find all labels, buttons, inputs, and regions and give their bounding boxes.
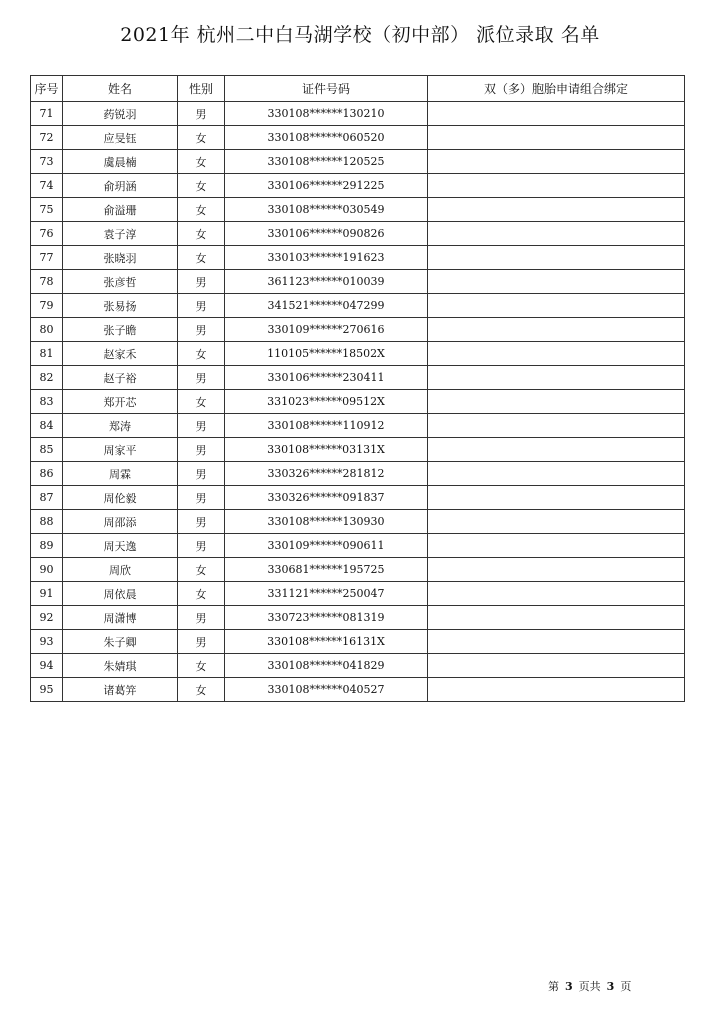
cell-twin-binding — [428, 318, 685, 342]
cell-gender: 男 — [178, 438, 225, 462]
cell-twin-binding — [428, 366, 685, 390]
cell-id-number: 330108******130930 — [225, 510, 428, 534]
cell-index: 73 — [31, 150, 63, 174]
table-row — [31, 582, 685, 606]
cell-name: 诸葛笄 — [63, 678, 178, 702]
cell-id-number: 330681******195725 — [225, 558, 428, 582]
table-row — [31, 246, 685, 270]
cell-index: 92 — [31, 606, 63, 630]
cell-gender: 女 — [178, 342, 225, 366]
cell-name: 张易扬 — [63, 294, 178, 318]
cell-name: 周潇博 — [63, 606, 178, 630]
table-row — [31, 270, 685, 294]
header-name: 姓名 — [63, 76, 178, 102]
cell-id-number: 330103******191623 — [225, 246, 428, 270]
cell-id-number: 331023******09512X — [225, 390, 428, 414]
cell-gender: 女 — [178, 390, 225, 414]
cell-twin-binding — [428, 486, 685, 510]
cell-name: 周邵添 — [63, 510, 178, 534]
table-row — [31, 342, 685, 366]
cell-id-number: 330723******081319 — [225, 606, 428, 630]
cell-id-number: 330109******270616 — [225, 318, 428, 342]
cell-gender: 女 — [178, 246, 225, 270]
cell-twin-binding — [428, 510, 685, 534]
footer-page-number: 3 — [565, 980, 573, 993]
cell-twin-binding — [428, 222, 685, 246]
table-row — [31, 414, 685, 438]
table-row — [31, 174, 685, 198]
cell-index: 87 — [31, 486, 63, 510]
cell-gender: 女 — [178, 174, 225, 198]
cell-twin-binding — [428, 534, 685, 558]
cell-index: 76 — [31, 222, 63, 246]
table-row — [31, 678, 685, 702]
cell-twin-binding — [428, 102, 685, 126]
cell-index: 82 — [31, 366, 63, 390]
header-twin-binding: 双（多）胞胎申请组合绑定 — [428, 76, 685, 102]
page-footer — [548, 978, 631, 994]
cell-index: 95 — [31, 678, 63, 702]
cell-id-number: 330108******030549 — [225, 198, 428, 222]
cell-id-number: 110105******18502X — [225, 342, 428, 366]
cell-twin-binding — [428, 582, 685, 606]
cell-name: 朱婧琪 — [63, 654, 178, 678]
cell-twin-binding — [428, 678, 685, 702]
cell-name: 袁子淳 — [63, 222, 178, 246]
footer-suffix: 页 — [620, 980, 632, 993]
cell-name: 周霖 — [63, 462, 178, 486]
cell-gender: 男 — [178, 510, 225, 534]
cell-twin-binding — [428, 606, 685, 630]
cell-gender: 男 — [178, 294, 225, 318]
cell-gender: 男 — [178, 606, 225, 630]
cell-name: 赵子裕 — [63, 366, 178, 390]
table-row — [31, 630, 685, 654]
cell-gender: 男 — [178, 318, 225, 342]
footer-prefix: 第 — [548, 980, 559, 993]
cell-id-number: 341521******047299 — [225, 294, 428, 318]
cell-name: 朱子卿 — [63, 630, 178, 654]
cell-gender: 女 — [178, 582, 225, 606]
cell-gender: 女 — [178, 198, 225, 222]
cell-gender: 男 — [178, 462, 225, 486]
cell-twin-binding — [428, 126, 685, 150]
cell-gender: 女 — [178, 126, 225, 150]
cell-name: 应旻钰 — [63, 126, 178, 150]
table-row — [31, 558, 685, 582]
cell-twin-binding — [428, 270, 685, 294]
cell-twin-binding — [428, 150, 685, 174]
cell-name: 赵家禾 — [63, 342, 178, 366]
table-row — [31, 150, 685, 174]
table-row — [31, 606, 685, 630]
header-gender: 性别 — [178, 76, 225, 102]
footer-middle: 页共 — [578, 980, 601, 993]
table-row — [31, 654, 685, 678]
admission-table — [30, 75, 685, 702]
cell-id-number: 330106******230411 — [225, 366, 428, 390]
cell-index: 90 — [31, 558, 63, 582]
cell-twin-binding — [428, 342, 685, 366]
table-row — [31, 366, 685, 390]
cell-id-number: 361123******010039 — [225, 270, 428, 294]
cell-id-number: 330108******120525 — [225, 150, 428, 174]
cell-name: 周天逸 — [63, 534, 178, 558]
cell-name: 周依晨 — [63, 582, 178, 606]
table-row — [31, 198, 685, 222]
cell-index: 79 — [31, 294, 63, 318]
cell-gender: 男 — [178, 534, 225, 558]
cell-name: 张彦哲 — [63, 270, 178, 294]
cell-id-number: 330108******041829 — [225, 654, 428, 678]
cell-name: 周欣 — [63, 558, 178, 582]
table-row — [31, 126, 685, 150]
cell-name: 虞晨楠 — [63, 150, 178, 174]
cell-name: 郑涛 — [63, 414, 178, 438]
cell-id-number: 330326******281812 — [225, 462, 428, 486]
cell-name: 张子瞻 — [63, 318, 178, 342]
table-header-row — [31, 76, 685, 102]
cell-id-number: 330108******060520 — [225, 126, 428, 150]
table-row — [31, 318, 685, 342]
table-row — [31, 486, 685, 510]
cell-index: 94 — [31, 654, 63, 678]
cell-id-number: 330108******040527 — [225, 678, 428, 702]
cell-index: 81 — [31, 342, 63, 366]
cell-id-number: 330106******090826 — [225, 222, 428, 246]
cell-gender: 女 — [178, 678, 225, 702]
cell-twin-binding — [428, 558, 685, 582]
cell-twin-binding — [428, 246, 685, 270]
table-row — [31, 534, 685, 558]
cell-id-number: 330108******16131X — [225, 630, 428, 654]
cell-gender: 女 — [178, 222, 225, 246]
cell-gender: 女 — [178, 150, 225, 174]
table-body — [31, 102, 685, 702]
table-row — [31, 462, 685, 486]
cell-twin-binding — [428, 198, 685, 222]
cell-id-number: 330109******090611 — [225, 534, 428, 558]
cell-twin-binding — [428, 294, 685, 318]
cell-twin-binding — [428, 414, 685, 438]
cell-id-number: 330108******110912 — [225, 414, 428, 438]
cell-id-number: 330326******091837 — [225, 486, 428, 510]
cell-name: 周伦毅 — [63, 486, 178, 510]
cell-gender: 男 — [178, 102, 225, 126]
cell-gender: 男 — [178, 414, 225, 438]
cell-name: 周家平 — [63, 438, 178, 462]
cell-name: 张晓羽 — [63, 246, 178, 270]
cell-index: 78 — [31, 270, 63, 294]
cell-twin-binding — [428, 174, 685, 198]
cell-name: 俞溢珊 — [63, 198, 178, 222]
cell-id-number: 330106******291225 — [225, 174, 428, 198]
cell-twin-binding — [428, 438, 685, 462]
cell-index: 71 — [31, 102, 63, 126]
table-row — [31, 390, 685, 414]
table-row — [31, 102, 685, 126]
cell-id-number: 331121******250047 — [225, 582, 428, 606]
cell-gender: 女 — [178, 654, 225, 678]
cell-index: 75 — [31, 198, 63, 222]
cell-index: 85 — [31, 438, 63, 462]
cell-gender: 男 — [178, 486, 225, 510]
header-id-number: 证件号码 — [225, 76, 428, 102]
cell-id-number: 330108******03131X — [225, 438, 428, 462]
header-index: 序号 — [31, 76, 63, 102]
cell-name: 俞玥涵 — [63, 174, 178, 198]
table-row — [31, 438, 685, 462]
cell-index: 74 — [31, 174, 63, 198]
cell-gender: 男 — [178, 270, 225, 294]
footer-total-pages: 3 — [606, 980, 615, 993]
cell-id-number: 330108******130210 — [225, 102, 428, 126]
cell-gender: 女 — [178, 558, 225, 582]
cell-gender: 男 — [178, 630, 225, 654]
cell-index: 89 — [31, 534, 63, 558]
cell-twin-binding — [428, 390, 685, 414]
page-title: 2021年 杭州二中白马湖学校（初中部） 派位录取 名单 — [120, 24, 600, 46]
cell-index: 91 — [31, 582, 63, 606]
cell-name: 郑开芯 — [63, 390, 178, 414]
cell-twin-binding — [428, 462, 685, 486]
cell-index: 86 — [31, 462, 63, 486]
cell-index: 83 — [31, 390, 63, 414]
table-row — [31, 510, 685, 534]
table-row — [31, 222, 685, 246]
cell-index: 88 — [31, 510, 63, 534]
cell-index: 84 — [31, 414, 63, 438]
cell-index: 80 — [31, 318, 63, 342]
cell-index: 77 — [31, 246, 63, 270]
cell-name: 药锐羽 — [63, 102, 178, 126]
cell-index: 93 — [31, 630, 63, 654]
cell-index: 72 — [31, 126, 63, 150]
cell-gender: 男 — [178, 366, 225, 390]
cell-twin-binding — [428, 630, 685, 654]
cell-twin-binding — [428, 654, 685, 678]
table-row — [31, 294, 685, 318]
